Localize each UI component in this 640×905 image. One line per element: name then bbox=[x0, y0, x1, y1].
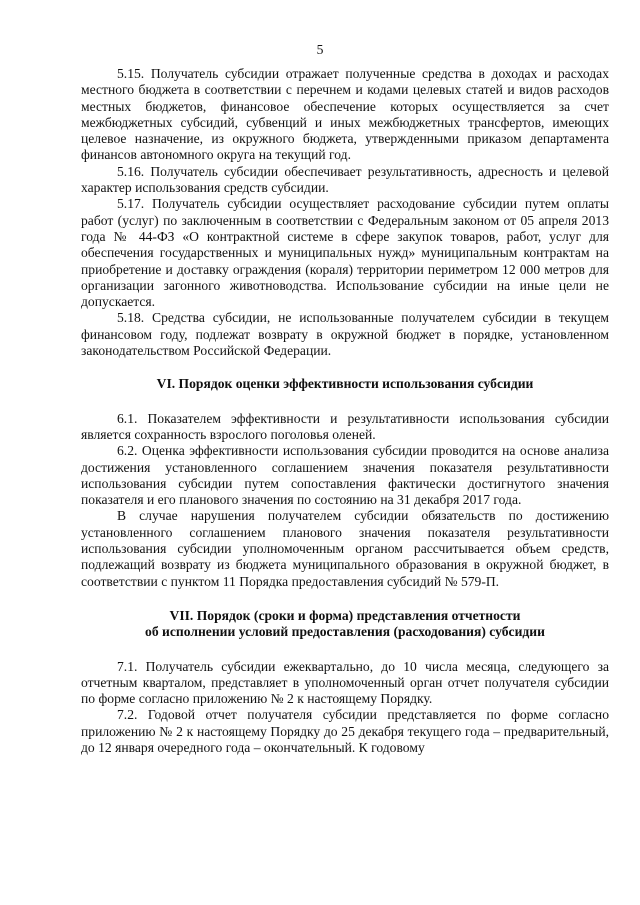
section-6-heading: VI. Порядок оценки эффективности использования субсидии bbox=[156, 376, 534, 392]
section-7-heading bbox=[81, 608, 609, 641]
page-number: 5 bbox=[316, 42, 324, 57]
document-body bbox=[81, 66, 609, 756]
paragraph-6-2: 6.2. Оценка эффективности использования субсидии проводится на основе анализа достижения установленного соглашением значения показателя результативности использования субсидии путем сопоставления фактически достигнутого значения показателя и его планового значения по состоянию на 31 декабря 2017 года. bbox=[81, 443, 609, 508]
section-7-heading-line1: VII. Порядок (сроки и форма) представления отчетности bbox=[169, 607, 521, 623]
paragraph-5-16: 5.16. Получатель субсидии обеспечивает результативность, адресность и целевой характер использования средств субсидии. bbox=[81, 163, 609, 196]
section-7-heading-line2: об исполнении условий предоставления (расходования) субсидии bbox=[145, 624, 545, 640]
paragraph-7-1: 7.1. Получатель субсидии ежеквартально, до 10 числа месяца, следующего за отчетным кварталом, представляет в уполномоченный орган отчет получателя субсидии по форме согласно приложению № 2 к настоящему Порядку. bbox=[81, 658, 609, 707]
paragraph-7-2: 7.2. Годовой отчет получателя субсидии представляется по форме согласно приложению № 2 к настоящему Порядку до 25 декабря текущего года – предварительный, до 12 января очередного года – окончательный. К годовому bbox=[81, 707, 609, 755]
paragraph-6-1: 6.1. Показателем эффективности и результативности использования субсидии является сохранность взрослого поголовья оленей. bbox=[81, 410, 609, 442]
paragraph-5-15: 5.15. Получатель субсидии отражает полученные средства в доходах и расходах местного бюджета в соответствии с перечнем и кодами целевых статей и видов расходов местных бюджетов, финансовое обеспечение которых осуществляется за счет межбюджетных субсидий, субвенций и иных межбюджетных трансфертов, имеющих целевое назначение, из окружного бюджета, утвержденными приказом департамента финансов автономного округа на текущий год. bbox=[81, 66, 609, 163]
paragraph-5-17: 5.17. Получатель субсидии осуществляет расходование субсидии путем оплаты работ (услуг) по заключенным в соответствии с Федеральным законом от 05 апреля 2013 года № 44-ФЗ «О контрактной системе в сфере закупок товаров, работ, услуг для обеспечения государственных и муниципальных нужд» муниципальным контрактам на приобретение и доставку ограждения (кораля) территории периметром 12 000 метров для организации загонного животноводства. Использование субсидии на иные цели не допускается. bbox=[81, 196, 609, 310]
paragraph-5-18: 5.18. Средства субсидии, не использованные получателем субсидии в текущем финансовом году, подлежат возврату в окружной бюджет в порядке, установленном законодательством Российской Федерации. bbox=[81, 310, 609, 359]
paragraph-6-2-violation: В случае нарушения получателем субсидии обязательств по достижению установленного соглашением планового значения показателя результативности использования субсидии уполномоченным органом рассчитывается объем средств, подлежащий возврату из бюджета муниципального образования в окружной бюджет, в соответствии с пунктом 11 Порядка предоставления субсидий № 579-П. bbox=[81, 508, 609, 589]
